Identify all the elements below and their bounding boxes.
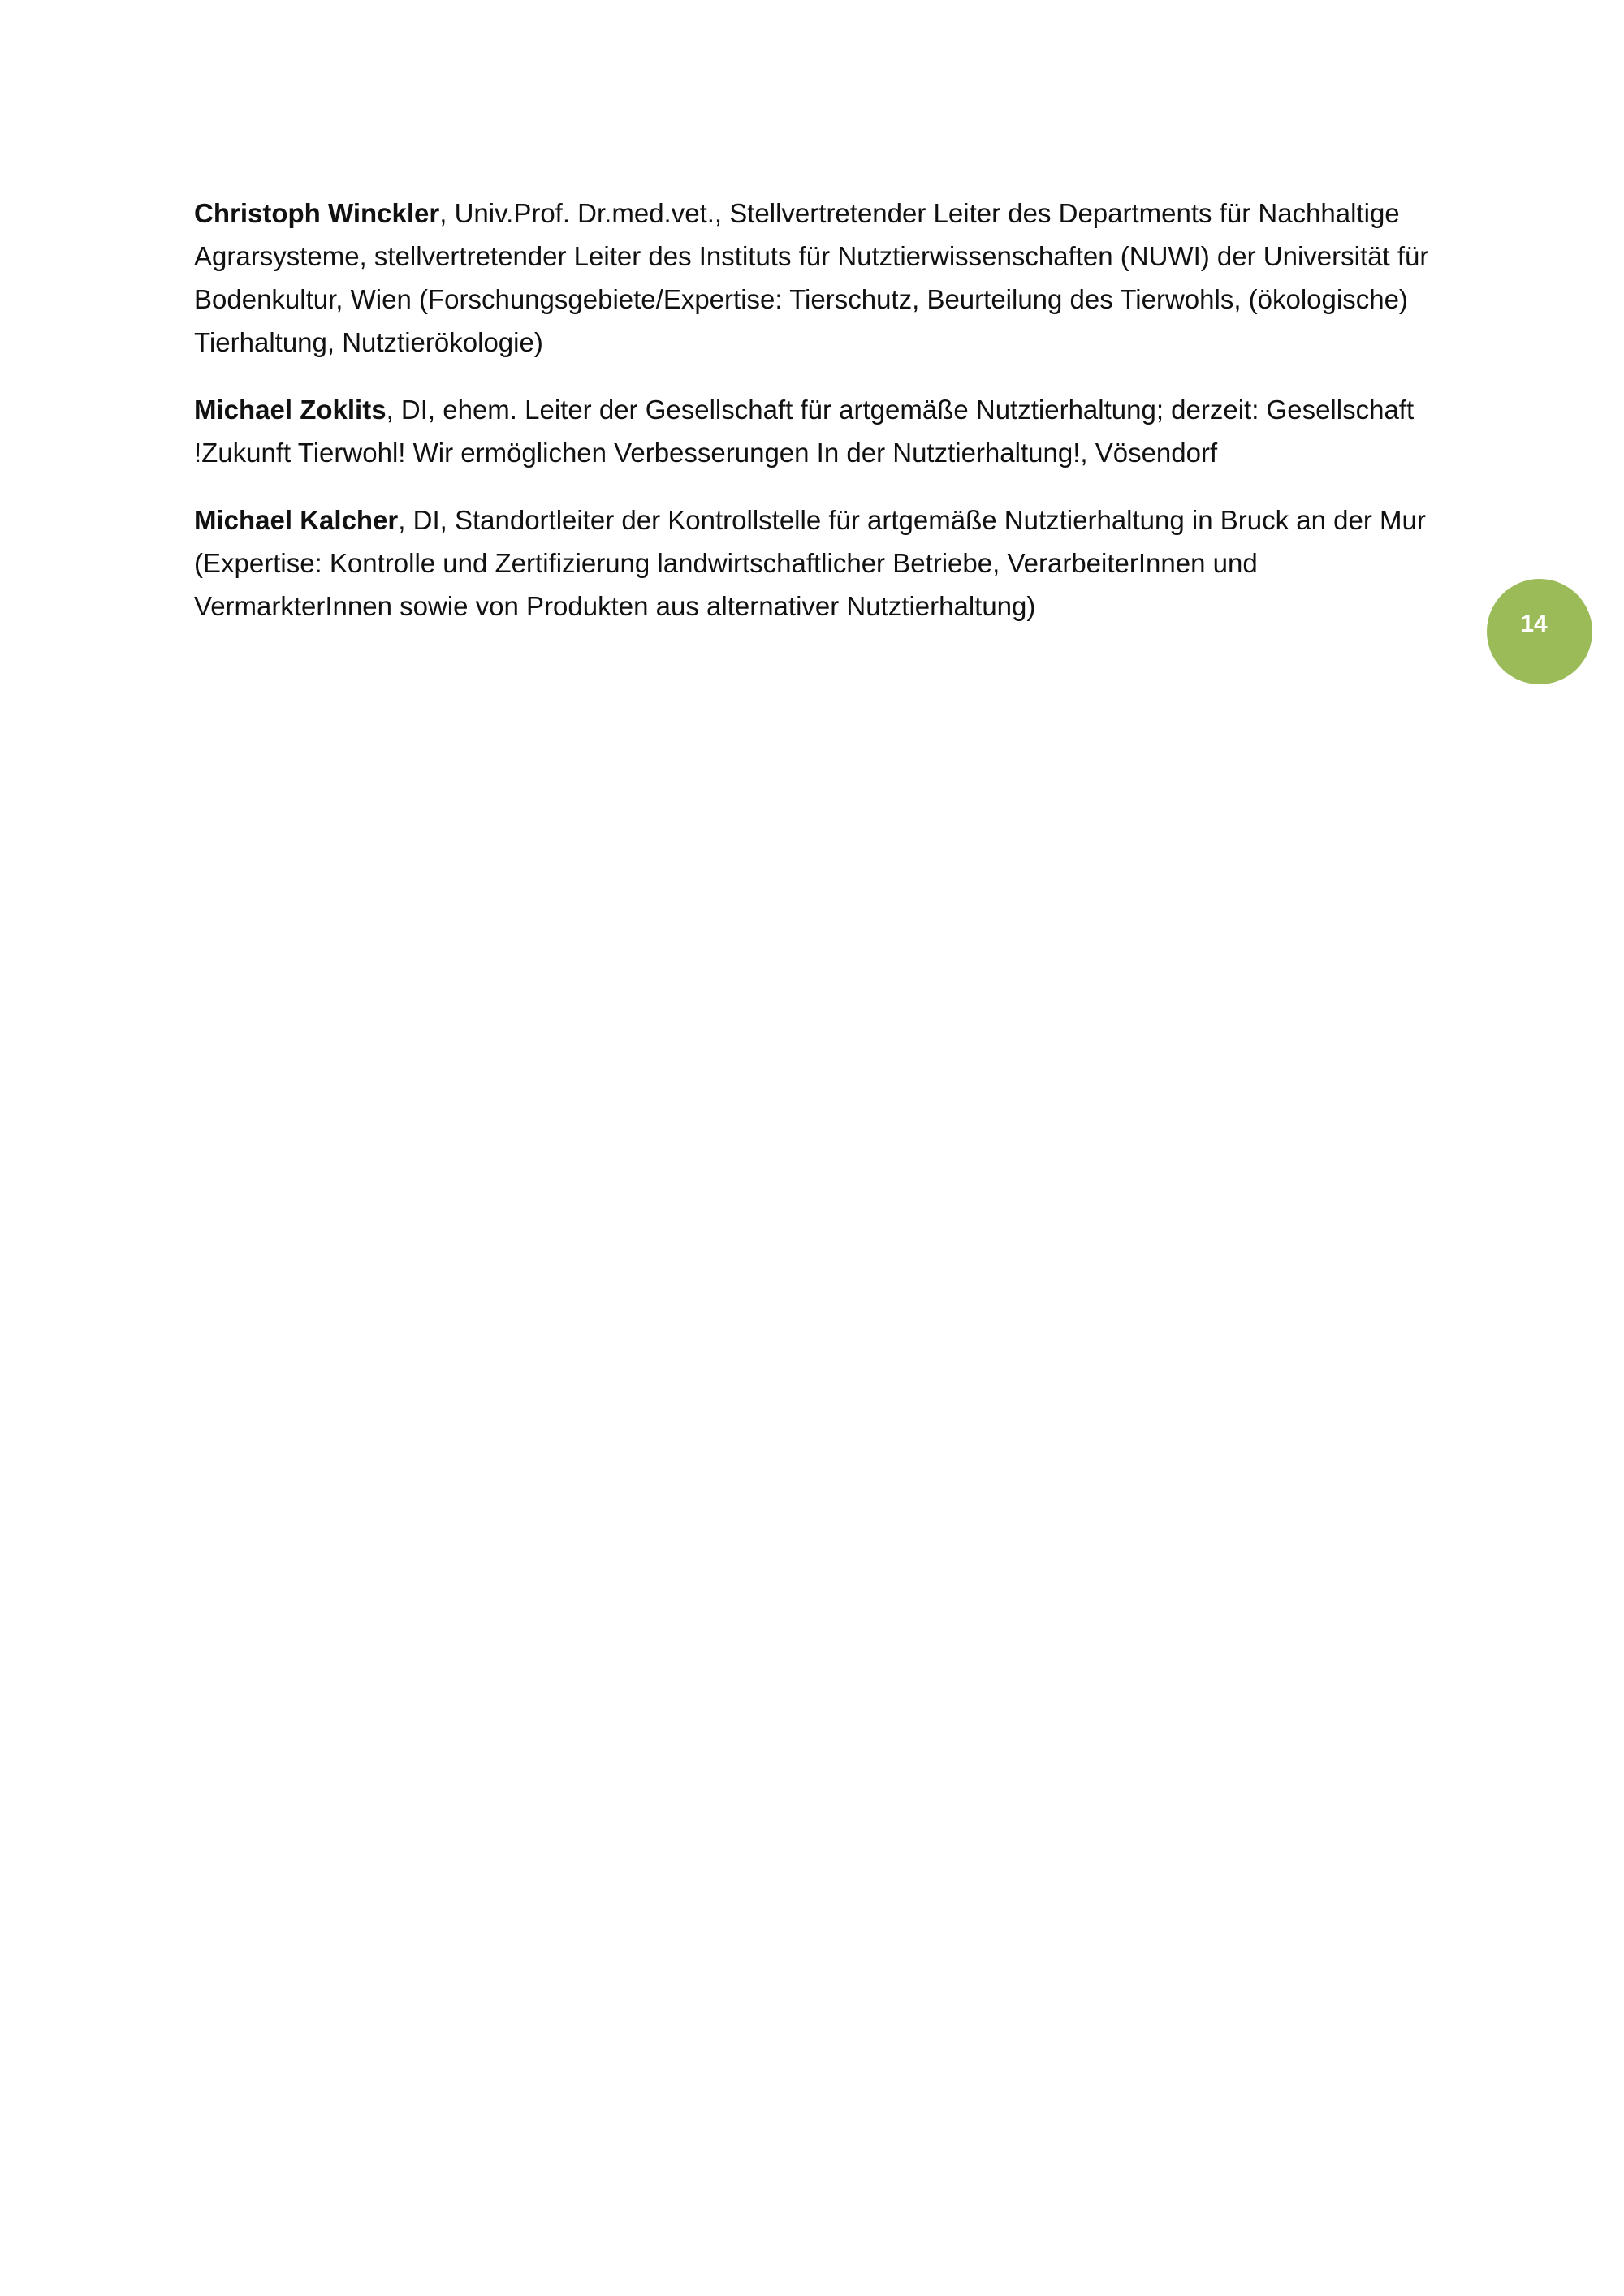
contributor-name: Michael Zoklits — [194, 395, 387, 425]
contributor-entry-winckler — [194, 192, 1461, 364]
contributor-name: Christoph Winckler — [194, 198, 440, 228]
contributor-description: , DI, ehem. Leiter der Gesellschaft für artgemäße Nutztierhaltung; derzeit: Gesellschaft !Zukunft Tierwohl! Wir ermöglichen Verbesserungen In der Nutztierhaltung!, Vösendorf — [194, 395, 1415, 468]
contributor-list — [194, 192, 1461, 652]
contributor-description: , Univ.Prof. Dr.med.vet., Stellvertretender Leiter des Departments für Nachhaltige Agrarsysteme, stellvertretender Leiter des Instituts für Nutztierwissenschaften (NUWI) der Universität für Bodenkultur, Wien (Forschungsgebiete/Expertise: Tierschutz, Beurteilung des Tierwohls, (ökologische) Tierhaltung, Nutztierökologie) — [194, 198, 1429, 357]
contributor-name: Michael Kalcher — [194, 505, 399, 535]
page-number-badge — [1487, 579, 1592, 684]
contributor-entry-zoklits — [194, 388, 1461, 474]
contributor-description: , DI, Standortleiter der Kontrollstelle für artgemäße Nutztierhaltung in Bruck an der Mur (Expertise: Kontrolle und Zertifizierung landwirtschaftlicher Betriebe, VerarbeiterInnen und VermarkterInnen sowie von Produkten aus alternativer Nutztierhaltung) — [194, 505, 1426, 621]
page-number: 14 — [1520, 611, 1548, 637]
contributor-entry-kalcher — [194, 498, 1461, 628]
